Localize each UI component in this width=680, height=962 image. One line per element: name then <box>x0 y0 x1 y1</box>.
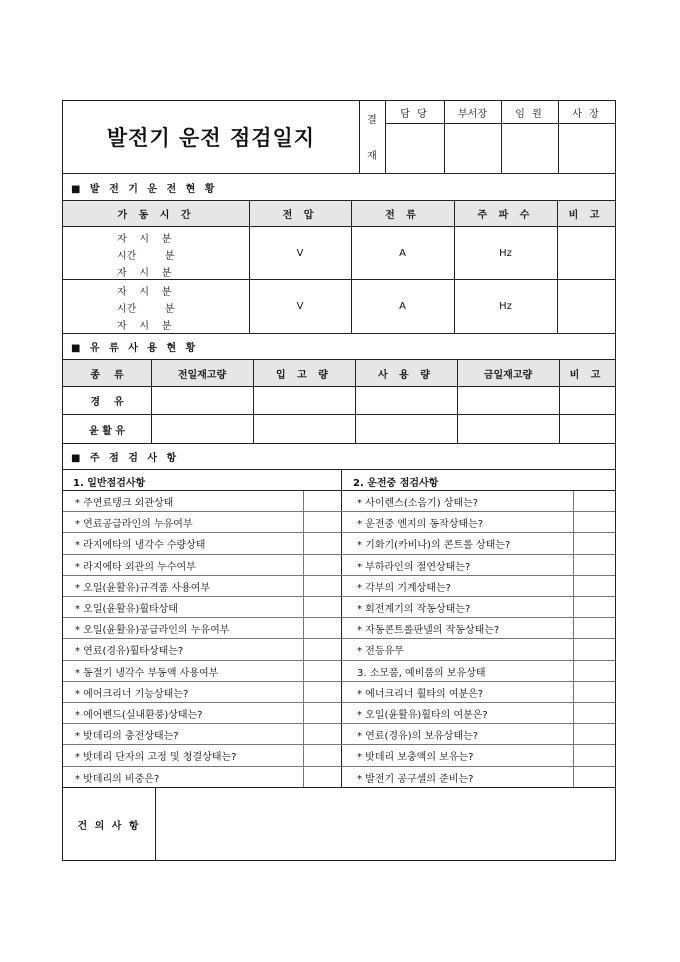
approval-box-dept-head[interactable] <box>444 124 501 173</box>
inspect-item-general: * 라지에타의 냉각수 수량상태 <box>75 540 206 552</box>
gen-header-voltage: 전 압 <box>282 210 318 221</box>
oil-header-remarks: 비 고 <box>569 369 605 381</box>
inspect-check-cell[interactable] <box>304 661 341 681</box>
inspect-item-general: * 오일(윤활유)휠타상태 <box>75 604 178 615</box>
voltage-unit: V <box>296 301 304 312</box>
oil-header-today-stock: 금일재고량 <box>483 369 533 381</box>
gen-current-cell[interactable] <box>351 280 454 333</box>
oil-row-lubricant: 윤 활 유 <box>89 425 125 437</box>
inspect-item-general: * 오일(윤활유)규격품 사용여부 <box>75 582 211 594</box>
inspect-left-title: 1. 일반점검사항 <box>73 478 146 489</box>
inspect-item-operation: * 오일(윤활유)휠타의 여분은? <box>357 710 488 721</box>
inspect-check-cell[interactable] <box>574 682 615 702</box>
inspect-item-operation: * 전등유무 <box>357 646 404 658</box>
inspect-item-general: * 에어벤드(실내환풍)상태는? <box>75 710 203 721</box>
gen-time-line: 자 시 분 <box>117 234 172 245</box>
oil-header-prev-stock: 전일재고량 <box>177 369 227 381</box>
inspect-check-cell[interactable] <box>574 745 615 765</box>
inspect-check-cell[interactable] <box>574 555 615 575</box>
inspect-check-cell[interactable] <box>574 576 615 596</box>
current-unit: A <box>399 301 406 312</box>
approval-header-executive: 임 원 <box>515 108 544 120</box>
inspect-check-cell[interactable] <box>304 682 341 702</box>
inspect-item-operation: * 연료(경유)의 보유상태는? <box>357 731 479 743</box>
inspect-item-general: * 밧데리 단자의 고정 및 청결상태는? <box>75 752 237 764</box>
inspect-item-general: * 연료(경유)휠타상태는? <box>75 646 184 658</box>
oil-header-received: 입 고 량 <box>276 369 332 381</box>
inspect-check-cell[interactable] <box>304 576 341 596</box>
inspect-check-cell[interactable] <box>574 724 615 744</box>
frequency-unit: Hz <box>499 247 512 259</box>
inspect-check-cell[interactable] <box>574 703 615 723</box>
gen-voltage-cell[interactable] <box>249 280 351 333</box>
page-title: 발전기 운전 점검일지 <box>106 126 316 150</box>
gen-frequency-cell[interactable] <box>454 280 557 333</box>
inspect-check-cell[interactable] <box>574 533 615 553</box>
gen-time-line: 자 시 분 <box>117 287 172 298</box>
inspect-check-cell[interactable] <box>304 703 341 723</box>
oil-row-diesel: 경 유 <box>90 397 124 408</box>
inspect-item-operation: * 운전중 엔지의 동작상태는? <box>357 519 484 531</box>
gen-frequency-cell[interactable] <box>454 227 557 279</box>
inspect-item-general: * 에어크리너 기능상태는? <box>75 688 189 700</box>
inspect-item-operation: * 밧데리 보충액의 보유는? <box>357 752 474 764</box>
approval-label-bottom: 재 <box>367 151 377 162</box>
inspect-check-cell[interactable] <box>304 512 341 532</box>
frequency-unit: Hz <box>499 301 512 312</box>
gen-voltage-cell[interactable] <box>249 227 351 279</box>
gen-time-line: 자 시 분 <box>117 268 172 279</box>
inspect-item-general: * 주연료탱크 외관상태 <box>75 498 174 509</box>
inspect-check-cell[interactable] <box>574 661 615 681</box>
inspect-item-operation: * 부하라인의 절연상태는? <box>357 561 471 573</box>
inspect-item-operation: * 에너크리너 휠타의 여분은? <box>357 688 484 700</box>
gen-remarks-cell[interactable] <box>557 280 615 333</box>
inspect-check-cell[interactable] <box>304 639 341 659</box>
inspect-check-cell[interactable] <box>304 555 341 575</box>
inspect-item-operation: * 기화기(카비나)의 콘트롤 상태는? <box>357 540 511 552</box>
gen-time-line: 자 시 분 <box>117 321 172 332</box>
inspect-check-cell[interactable] <box>574 767 615 787</box>
approval-box-president[interactable] <box>558 124 615 173</box>
approval-label-top: 결 <box>367 115 377 126</box>
inspect-item-operation: * 각부의 기계상태는? <box>357 582 451 594</box>
inspect-check-cell[interactable] <box>304 767 341 787</box>
inspect-check-cell[interactable] <box>304 745 341 765</box>
inspect-section-title: ■ 주 점 검 사 항 <box>71 453 180 464</box>
inspect-check-cell[interactable] <box>574 618 615 638</box>
inspect-check-cell[interactable] <box>574 512 615 532</box>
inspect-check-cell[interactable] <box>574 491 615 511</box>
inspect-check-cell[interactable] <box>574 597 615 617</box>
oil-input-area[interactable] <box>152 387 615 443</box>
inspection-log-form <box>62 100 616 861</box>
inspect-item-general: * 밧데리의 충전상태는? <box>75 731 179 743</box>
approval-header-dept-head: 부서장 <box>458 108 487 120</box>
gen-header-current: 전 류 <box>385 210 420 221</box>
inspect-check-cell[interactable] <box>304 597 341 617</box>
approval-box-executive[interactable] <box>501 124 558 173</box>
gen-current-cell[interactable] <box>351 227 454 279</box>
inspect-item-general: * 연료공급라인의 누유여부 <box>75 519 193 531</box>
approval-header-president: 사 장 <box>572 108 601 120</box>
inspect-item-operation: * 자동콘트롤판넬의 작동상태는? <box>357 625 500 637</box>
inspect-check-cell[interactable] <box>304 724 341 744</box>
inspect-item-operation: * 사이렌스(소음기) 상태는? <box>357 498 479 509</box>
inspect-item-general: * 밧데리의 비중은? <box>75 773 160 785</box>
inspect-item-operation: 3. 소모품, 예비품의 보유상태 <box>357 667 486 679</box>
inspect-item-operation: * 발전기 공구셀의 준비는? <box>357 773 474 785</box>
inspect-item-general: * 라지에타 외관의 누수여부 <box>75 561 196 573</box>
gen-time-line: 시간 분 <box>117 251 175 262</box>
oil-section-title: ■ 유 류 사 용 현 황 <box>71 343 199 354</box>
voltage-unit: V <box>296 247 304 259</box>
oil-header-used: 사 용 량 <box>378 369 434 381</box>
inspect-check-cell[interactable] <box>574 639 615 659</box>
inspect-item-general: * 오일(윤활유)공급라인의 누유여부 <box>75 625 230 637</box>
inspect-check-cell[interactable] <box>304 533 341 553</box>
inspect-right-title: 2. 운전중 점검사항 <box>353 478 439 489</box>
gen-time-line: 시간 분 <box>117 304 175 315</box>
gen-header-frequency: 주 파 수 <box>477 210 534 221</box>
inspect-check-cell[interactable] <box>304 491 341 511</box>
oil-header-type: 종 류 <box>90 369 124 381</box>
suggestion-label: 건 의 사 항 <box>77 821 141 832</box>
gen-header-remarks: 비 고 <box>568 210 604 221</box>
suggestion-input-area[interactable] <box>156 788 615 861</box>
approval-header-staff: 담 당 <box>400 108 429 120</box>
gen-remarks-cell[interactable] <box>557 227 615 279</box>
inspect-check-cell[interactable] <box>304 618 341 638</box>
current-unit: A <box>399 247 406 259</box>
inspect-item-operation: * 회전계기의 작동상태는? <box>357 604 471 615</box>
gen-header-runtime: 가 동 시 간 <box>117 210 195 221</box>
gen-section-title: ■ 발 전 기 운 전 현 황 <box>71 184 218 195</box>
inspect-item-general: * 동절기 냉각수 부동액 사용여부 <box>75 667 219 679</box>
approval-box-staff[interactable] <box>385 124 444 173</box>
